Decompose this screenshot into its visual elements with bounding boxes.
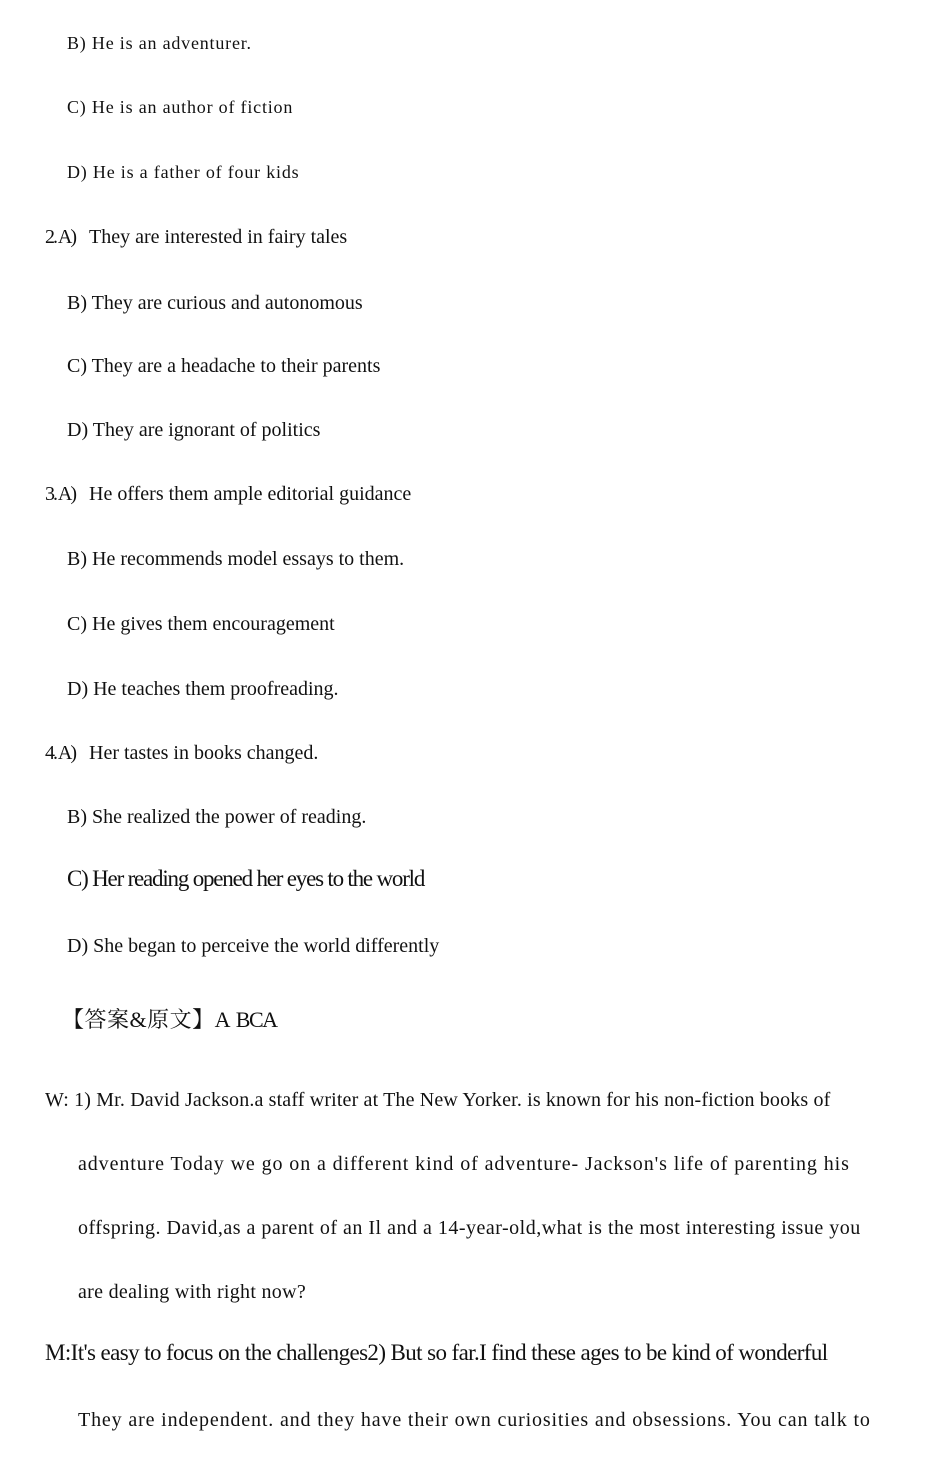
q4-option-d: D) She began to perceive the world differently xyxy=(67,935,440,957)
q2-option-a xyxy=(45,225,347,249)
transcript-man-line-1: M:It's easy to focus on the challenges2) But so far.I find these ages to be kind of wonderful xyxy=(45,1340,828,1365)
q3-option-c: C) He gives them encouragement xyxy=(67,613,335,635)
answer-heading xyxy=(62,1008,277,1032)
q4-option-c: C) Her reading opened her eyes to the world xyxy=(67,866,425,891)
transcript-woman-line-4: are dealing with right now? xyxy=(78,1281,307,1303)
transcript-woman-line-2: adventure Today we go on a different kind of adventure- Jackson's life of parenting his xyxy=(78,1153,850,1175)
q2-option-b: B) They are curious and autonomous xyxy=(67,292,363,314)
q3-option-a xyxy=(45,482,411,506)
option-text: He offers them ample editorial guidance xyxy=(89,483,412,505)
q4-option-a xyxy=(45,741,318,765)
question-number: 4. A) xyxy=(45,742,75,764)
q1-option-c: C) He is an author of fiction xyxy=(67,97,294,117)
transcript-woman-line-1: W: 1) Mr. David Jackson.a staff writer at The New Yorker. is known for his non-fiction books of xyxy=(45,1089,831,1111)
transcript-woman-line-3: offspring. David,as a parent of an Il and a 14-year-old,what is the most interesting issue you xyxy=(78,1217,861,1239)
question-number: 2. A) xyxy=(45,226,75,248)
transcript-man-line-2: They are independent. and they have their own curiosities and obsessions. You can talk to xyxy=(78,1409,871,1431)
answer-key: BCA xyxy=(235,1007,277,1032)
answer-label: 【答案&原文】A xyxy=(62,1007,236,1032)
q1-option-b: B) He is an adventurer. xyxy=(67,33,252,53)
q1-option-d: D) He is a father of four kids xyxy=(67,162,300,182)
question-number: 3. A) xyxy=(45,483,75,505)
q2-option-c: C) They are a headache to their parents xyxy=(67,355,381,377)
option-text: Her tastes in books changed. xyxy=(89,742,319,764)
q3-option-b: B) He recommends model essays to them. xyxy=(67,548,405,570)
q3-option-d: D) He teaches them proofreading. xyxy=(67,678,339,700)
q4-option-b: B) She realized the power of reading. xyxy=(67,806,367,828)
q2-option-d: D) They are ignorant of politics xyxy=(67,419,321,441)
option-text: They are interested in fairy tales xyxy=(89,226,348,248)
